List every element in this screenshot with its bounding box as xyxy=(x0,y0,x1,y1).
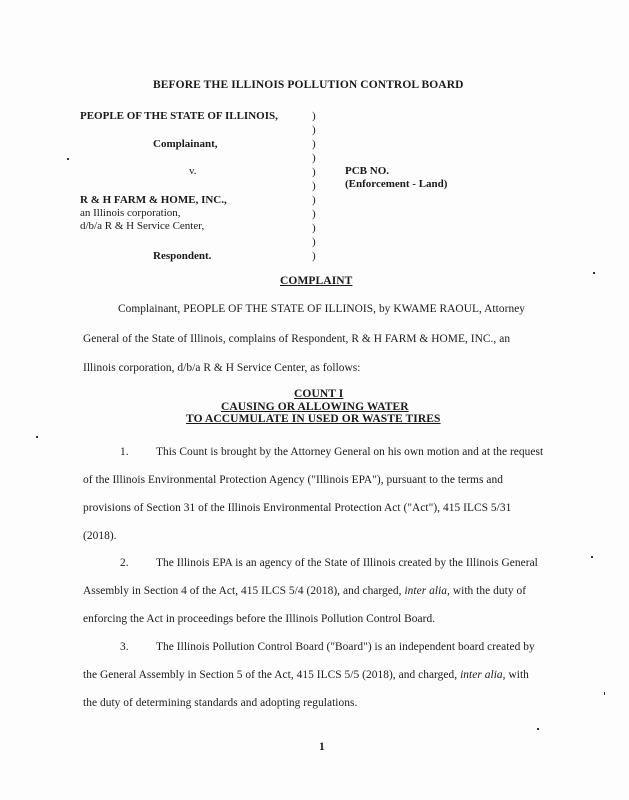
document-title: COMPLAINT xyxy=(280,275,353,287)
caption-paren: ) xyxy=(312,208,316,220)
case-type: (Enforcement - Land) xyxy=(345,178,448,190)
para-2-number: 2. xyxy=(120,557,129,569)
caption-paren: ) xyxy=(312,152,316,164)
caption-defendant-name: R & H FARM & HOME, INC., xyxy=(80,194,227,206)
caption-paren: ) xyxy=(312,250,316,262)
para-3-inter-alia: inter alia xyxy=(460,669,503,681)
para-1-line-3: provisions of Section 31 of the Illinois Environmental Protection Act ("Act"), 415 ILCS 5/31 xyxy=(83,502,512,514)
para-2-line-2-text: Assembly in Section 4 of the Act, 415 ILCS 5/4 (2018), and charged, xyxy=(83,585,405,597)
para-3-line-2-tail: , with xyxy=(502,669,529,681)
caption-paren: ) xyxy=(312,124,316,136)
caption-plaintiff: PEOPLE OF THE STATE OF ILLINOIS, xyxy=(80,110,278,122)
para-2-line-1: The Illinois EPA is an agency of the State of Illinois created by the Illinois General xyxy=(156,557,538,569)
para-3-line-2-text: the General Assembly in Section 5 of the Act, 415 ILCS 5/5 (2018), and charged, xyxy=(83,669,461,681)
para-1-number: 1. xyxy=(120,446,129,458)
caption-versus: v. xyxy=(189,165,197,177)
scan-speck xyxy=(67,158,69,160)
intro-line-2: General of the State of Illinois, complains of Respondent, R & H FARM & HOME, INC., an xyxy=(83,333,511,345)
count-title-line-1: CAUSING OR ALLOWING WATER xyxy=(221,401,409,413)
para-1-line-2: of the Illinois Environmental Protection Agency ("Illinois EPA"), pursuant to the terms and xyxy=(83,474,503,486)
count-title-line-2: TO ACCUMULATE IN USED OR WASTE TIRES xyxy=(186,413,441,425)
para-1-line-1: This Count is brought by the Attorney General on his own motion and at the request xyxy=(156,446,544,458)
scan-speck xyxy=(591,556,593,558)
scan-speck xyxy=(604,692,605,695)
caption-paren: ) xyxy=(312,110,316,122)
para-2-line-2 xyxy=(83,585,526,597)
caption-complainant-role: Complainant, xyxy=(153,138,218,150)
para-3-number: 3. xyxy=(120,641,129,653)
caption-defendant-desc: an Illinois corporation, xyxy=(80,207,181,219)
page-number: 1 xyxy=(319,741,325,753)
count-label: COUNT I xyxy=(294,388,344,400)
para-2-line-3: enforcing the Act in proceedings before the Illinois Pollution Control Board. xyxy=(83,613,436,625)
para-2-line-2-tail: with the duty of xyxy=(449,585,527,597)
para-2-inter-alia: inter alia, xyxy=(404,585,450,597)
caption-paren: ) xyxy=(312,194,316,206)
para-3-line-3: the duty of determining standards and adopting regulations. xyxy=(83,697,358,709)
caption-paren: ) xyxy=(312,236,316,248)
intro-line-1: Complainant, PEOPLE OF THE STATE OF ILLINOIS, by KWAME RAOUL, Attorney xyxy=(118,303,526,315)
para-1-line-4: (2018). xyxy=(83,530,117,542)
caption-defendant-dba: d/b/a R & H Service Center, xyxy=(80,220,205,232)
scan-speck xyxy=(593,272,595,274)
para-3-line-1: The Illinois Pollution Control Board ("Board") is an independent board created by xyxy=(156,641,535,653)
caption-paren: ) xyxy=(312,222,316,234)
caption-paren: ) xyxy=(312,138,316,150)
caption-paren: ) xyxy=(312,180,316,192)
caption-paren: ) xyxy=(312,166,316,178)
scan-speck xyxy=(36,436,38,438)
board-heading: BEFORE THE ILLINOIS POLLUTION CONTROL BOARD xyxy=(153,79,464,91)
caption-respondent-role: Respondent. xyxy=(153,250,212,262)
intro-line-3: Illinois corporation, d/b/a R & H Service Center, as follows: xyxy=(83,362,361,374)
case-number-label: PCB NO. xyxy=(345,165,389,177)
scan-speck xyxy=(537,728,539,730)
para-3-line-2 xyxy=(83,669,529,681)
